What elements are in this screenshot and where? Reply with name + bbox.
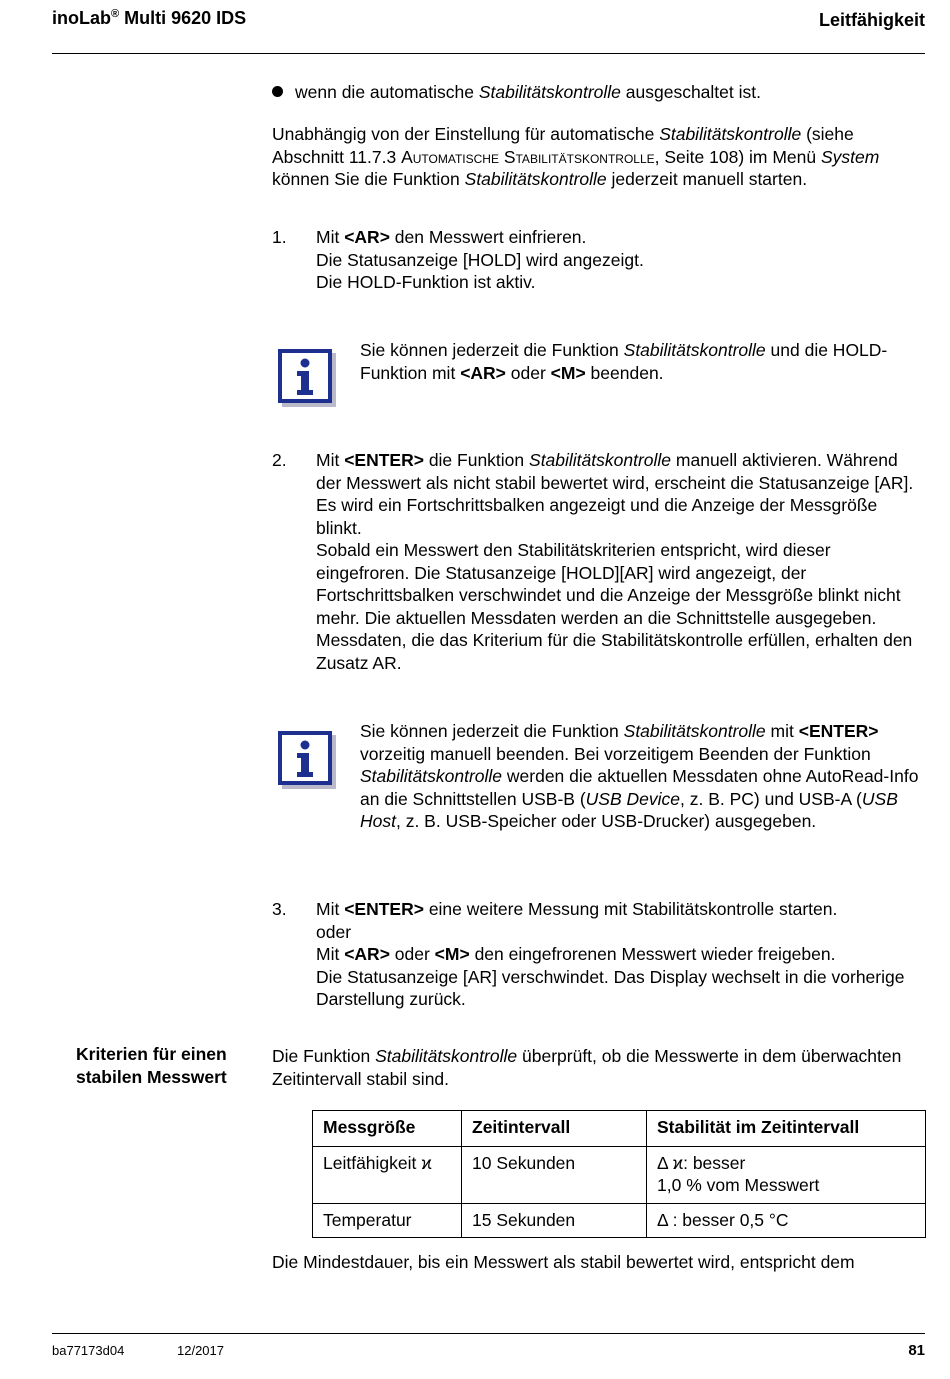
criteria-paragraph: Die Funktion Stabilitätskontrolle überprüft, ob die Messwerte in dem überwachten Zeitintervall stabil sind. [272,1046,902,1089]
table-cell: 15 Sekunden [462,1203,647,1238]
bullet-dot [272,86,283,97]
note-1: Sie können jederzeit die Funktion Stabilitätskontrolle und die HOLD-Funktion mit <AR> oder <M> beenden. [360,340,888,383]
criteria-heading: Kriterien für einen stabilen Messwert [76,1044,227,1087]
table-cell: 10 Sekunden [462,1146,647,1203]
page-number: 81 [908,1342,925,1359]
step-line: Die Statusanzeige [AR] verschwindet. Das Display wechselt in die vorherige Darstellung zurück. [316,966,905,1009]
step-1 [272,226,922,294]
footer-rule [52,1333,925,1334]
note-2: Sie können jederzeit die Funktion Stabilitätskontrolle mit <ENTER> vorzeitig manuell beenden. Bei vorzeitigem Beenden der Funktion Stabilitätskontrolle werden die aktuellen Messdaten ohne AutoRead-Info an die Schnittstellen USB-B (USB Device, z. B. PC) und USB-A (USB Host, z. B. USB-Speicher oder USB-Drucker) ausgegeben. [360,721,919,831]
header-product: inoLab® Multi 9620 IDS [52,8,247,28]
column-header: Stabilität im Zeitintervall [647,1111,926,1147]
step-line: oder [316,921,352,942]
step-number: 2. [272,450,287,470]
header-section: Leitfähigkeit [818,10,925,30]
step-number: 3. [272,899,287,919]
step-3 [272,898,922,1011]
step-line: Mit <AR> den Messwert einfrieren. [316,227,587,247]
step-line: Die HOLD-Funktion ist aktiv. [316,272,536,292]
column-header: Zeitintervall [462,1111,647,1147]
table-cell: Leitfähigkeit ϰ [313,1146,462,1203]
bullet-item: wenn die automatische Stabilitätskontrolle ausgeschaltet ist. [272,81,922,104]
step-2 [272,449,922,674]
header-rule [52,53,925,54]
step-paragraph: Mit <ENTER> die Funktion Stabilitätskontrolle manuell aktivieren. Während der Messwert als nicht stabil bewertet wird, erscheint die Statusanzeige [AR]. Es wird ein Fortschrittsbalken angezeigt und die Anzeige der Messgröße blinkt. [316,450,914,538]
step-line: Die Statusanzeige [HOLD] wird angezeigt. [316,249,644,270]
info-icon [278,731,336,794]
step-line: Mit <AR> oder <M> den eingefrorenen Messwert wieder freigeben. [316,944,836,964]
table-row [313,1146,926,1203]
closing-paragraph: Die Mindestdauer, bis ein Messwert als stabil bewertet wird, entspricht dem [272,1252,855,1272]
step-paragraph: Sobald ein Messwert den Stabilitätskriterien entspricht, wird dieser eingefroren. Die Statusanzeige [HOLD][AR] wird angezeigt, der Fortschrittsbalken verschwindet und die Anzeige der Messgröße blinkt nicht mehr. Die aktuellen Messdaten werden an die Schnittstelle ausgegeben. Messdaten, die das Kriterium für die Stabilitätskontrolle erfüllen, erhalten den Zusatz AR. [316,540,913,673]
info-icon [278,349,336,412]
footer-doc-id: ba77173d04 [52,1343,125,1358]
table-header-row [313,1111,926,1147]
footer-date: 12/2017 [177,1343,224,1358]
criteria-table-wrap [312,1110,926,1238]
table-cell: Δ : besser 0,5 °C [647,1203,926,1238]
table-cell: Δ ϰ: besser 1,0 % vom Messwert [647,1146,926,1203]
intro-paragraph: Unabhängig von der Einstellung für automatische Stabilitätskontrolle (siehe Abschnitt 11.7.3 Automatische Stabilitätskontrolle, Seite 108) im Menü System können Sie die Funktion Stabilitätskontrolle jederzeit manuell starten. [272,124,880,189]
table-row [313,1203,926,1238]
step-line: Mit <ENTER> eine weitere Messung mit Stabilitätskontrolle starten. [316,899,838,919]
column-header: Messgröße [313,1111,462,1147]
criteria-table [312,1110,926,1238]
step-number: 1. [272,227,287,247]
table-cell: Temperatur [313,1203,462,1238]
